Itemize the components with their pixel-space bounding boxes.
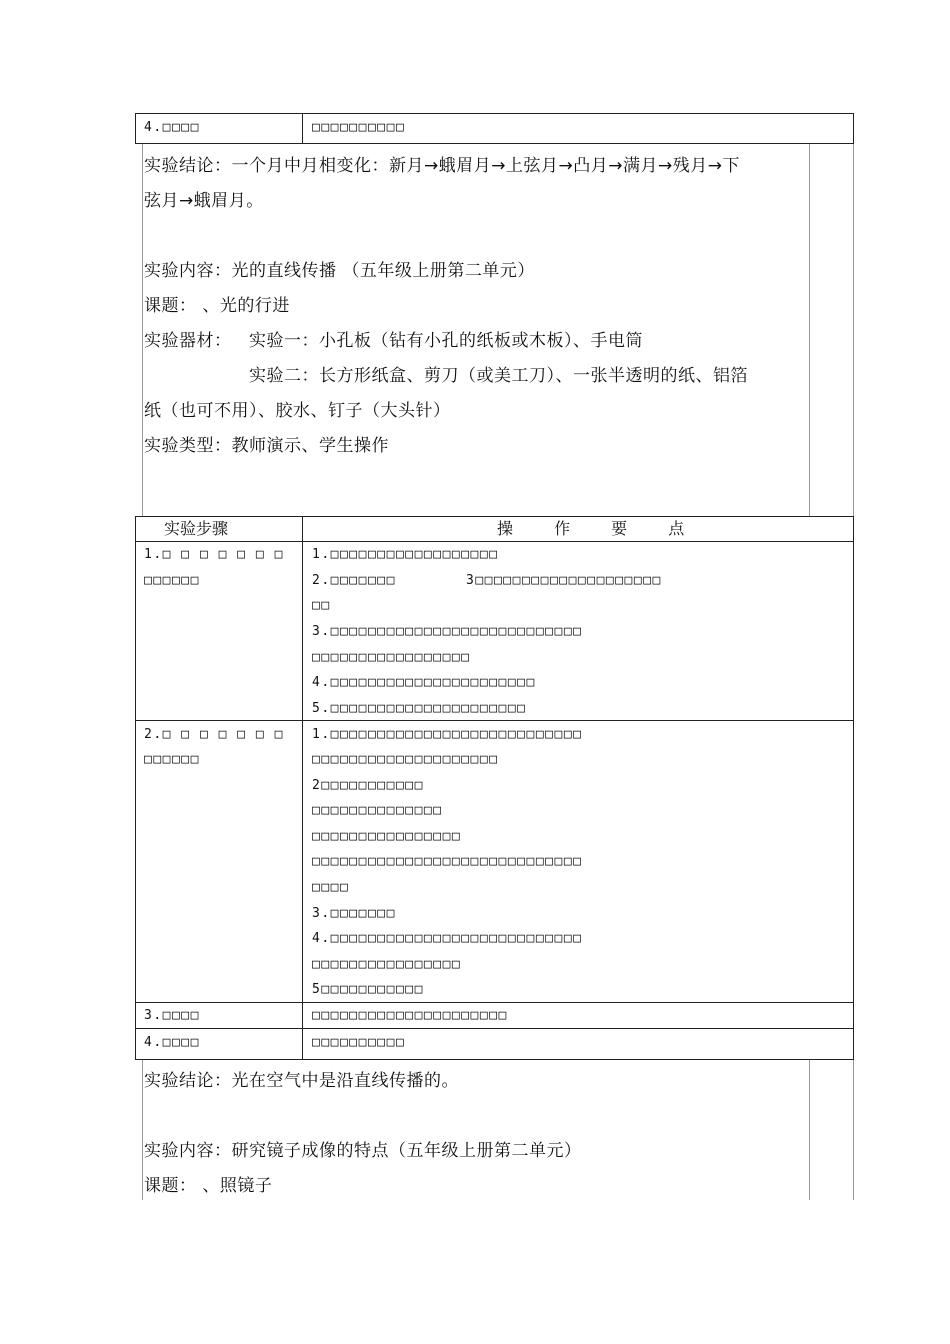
- step-2-line: 1.□□□□□□□□□□□□□□□□□□□□□□□□□□□: [312, 727, 583, 742]
- experiment-topic: 课题： 、光的行进: [144, 296, 290, 316]
- step-2-line: □□□□□□□□□□□□□□□□□□□□: [312, 752, 499, 767]
- step-1-line: 3.□□□□□□□□□□□□□□□□□□□□□□□□□□□: [312, 624, 583, 639]
- frame-right: [853, 1060, 854, 1200]
- step-1-line: □□□□□□□□□□□□□□□□□: [312, 650, 471, 665]
- table-border: [135, 113, 136, 144]
- step-2-line: 5□□□□□□□□□□□: [312, 982, 424, 997]
- table-border: [135, 113, 854, 114]
- conclusion: 实验结论：光在空气中是沿直线传播的。: [144, 1071, 459, 1091]
- step-2-line: 3.□□□□□□□: [312, 906, 396, 921]
- step-4-content: □□□□□□□□□□: [312, 120, 406, 135]
- step-2-line: □□□□□□□□□□□□□□□□: [312, 957, 462, 972]
- table-border: [135, 541, 854, 542]
- step-2-line: □□□□□□□□□□□□□□□□□□□□□□□□□□□□□: [312, 854, 583, 869]
- header-key-points: 操 作 要 点: [497, 519, 703, 538]
- step-3-label: 3.□□□□: [144, 1008, 200, 1023]
- step-2-line: 2□□□□□□□□□□□: [312, 778, 424, 793]
- table-border: [135, 143, 854, 144]
- equipment-item-3: 纸（也可不用）、胶水、钉子（大头针）: [144, 401, 451, 421]
- frame-inner-right: [809, 1060, 810, 1200]
- frame-inner-right: [809, 144, 810, 517]
- step-2-label-line-1: 2.□ □ □ □ □ □ □: [144, 727, 284, 742]
- frame-left: [142, 144, 143, 517]
- conclusion-line-2: 弦月→蛾眉月。: [144, 191, 264, 211]
- step-2-line: 4.□□□□□□□□□□□□□□□□□□□□□□□□□□□: [312, 931, 583, 946]
- step-4-label: 4.□□□□: [144, 1035, 200, 1050]
- experiment-topic: 课题： 、照镜子: [144, 1176, 273, 1196]
- step-1-line: 2.□□□□□□□: [312, 573, 396, 588]
- conclusion-line-1: 实验结论：一个月中月相变化：新月→蛾眉月→上弦月→凸月→满月→残月→下: [144, 156, 740, 176]
- table-border: [135, 516, 136, 1060]
- table-border: [302, 516, 303, 1060]
- equipment-item-1: 实验一：小孔板（钻有小孔的纸板或木板）、手电筒: [249, 331, 643, 351]
- experiment-content: 实验内容：光的直线传播 （五年级上册第二单元）: [144, 261, 535, 281]
- experiment-type: 实验类型：教师演示、学生操作: [144, 436, 389, 456]
- table-border: [135, 720, 854, 721]
- step-1-line: 5.□□□□□□□□□□□□□□□□□□□□□: [312, 701, 527, 716]
- frame-right: [853, 144, 854, 517]
- table-border: [853, 113, 854, 144]
- step-1-line: 4.□□□□□□□□□□□□□□□□□□□□□□: [312, 675, 536, 690]
- step-2-line: □□□□□□□□□□□□□□: [312, 803, 443, 818]
- step-1-line: 3□□□□□□□□□□□□□□□□□□□□: [466, 573, 662, 588]
- step-3-content: □□□□□□□□□□□□□□□□□□□□□: [312, 1008, 508, 1023]
- step-4-label: 4.□□□□: [144, 120, 200, 135]
- table-border: [135, 516, 854, 517]
- step-1-label-line-2: □□□□□□: [144, 573, 200, 588]
- table-border: [135, 1059, 854, 1060]
- table-border: [135, 1028, 854, 1029]
- experiment-content: 实验内容：研究镜子成像的特点（五年级上册第二单元）: [144, 1141, 582, 1161]
- header-steps: 实验步骤: [164, 519, 229, 538]
- step-2-label-line-2: □□□□□□: [144, 752, 200, 767]
- equipment-label: 实验器材：: [144, 331, 232, 351]
- frame-left: [142, 1060, 143, 1200]
- equipment-item-2: 实验二：长方形纸盒、剪刀（或美工刀）、一张半透明的纸、铝箔: [249, 366, 748, 386]
- step-2-line: □□□□□□□□□□□□□□□□: [312, 829, 462, 844]
- step-2-line: □□□□: [312, 880, 350, 895]
- table-border: [135, 1002, 854, 1003]
- step-1-label-line-1: 1.□ □ □ □ □ □ □: [144, 547, 284, 562]
- table-border: [302, 113, 303, 144]
- table-border: [853, 516, 854, 1060]
- step-4-content: □□□□□□□□□□: [312, 1035, 406, 1050]
- step-1-line: 1.□□□□□□□□□□□□□□□□□□: [312, 547, 499, 562]
- step-1-line: □□: [312, 598, 331, 613]
